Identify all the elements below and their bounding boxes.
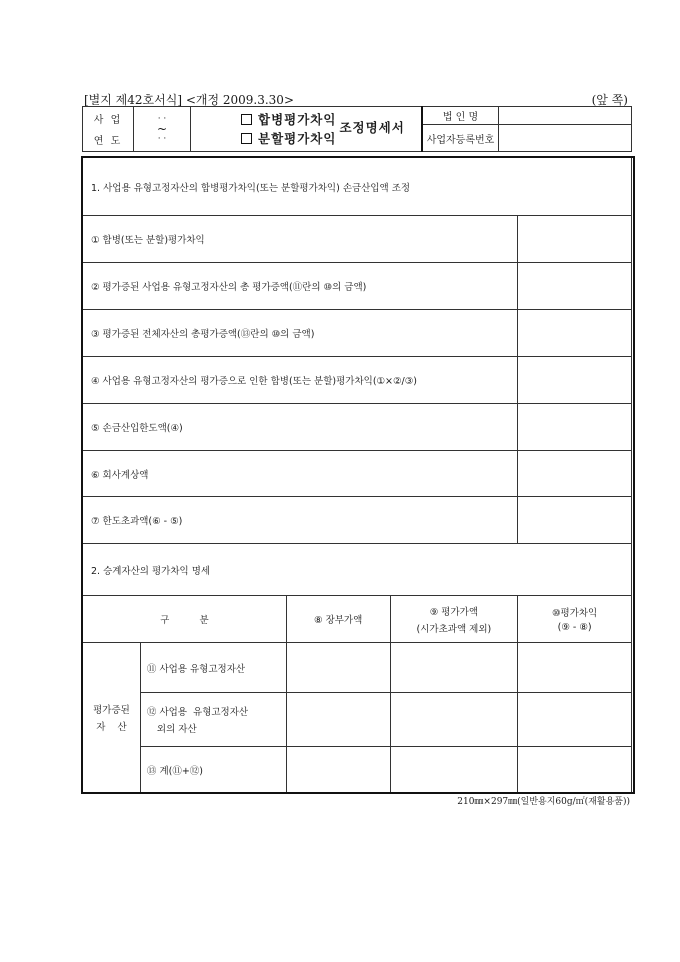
corp-name-value[interactable] [499,107,632,125]
row6-value[interactable] [518,451,632,497]
asset-row1-eval[interactable] [390,643,518,693]
row2-value[interactable] [518,263,632,310]
split-option[interactable] [241,129,336,148]
eval-value-header-1: ⑨ 평가가액 [429,606,479,618]
paper-spec: 210㎜×297㎜(일반용지60g/㎡(재활용품)) [457,797,630,807]
row3-value[interactable] [518,310,632,357]
appreciated-assets-label-2: 자 산 [96,722,127,733]
adjustment-table [82,157,632,793]
form-number-label: [별지 제42호서식] <개정 2009.3.30> [84,93,294,107]
book-value-header: ⑧ 장부가액 [286,596,390,643]
period-end-dots: · · [157,134,167,144]
row5-value[interactable] [518,404,632,451]
asset-row3-label: ⑬ 계(⑪+⑫) [140,747,286,793]
row4-value[interactable] [518,357,632,404]
asset-row2-eval[interactable] [390,693,518,747]
business-year-label-1: 사 업 [93,115,123,126]
eval-gain-header-1: ⑩평가차익 [552,608,598,619]
asset-row1-gain[interactable] [518,643,632,693]
title-cell [191,107,423,152]
category-header: 구 분 [83,596,287,643]
asset-row3-eval[interactable] [390,747,518,793]
asset-row1-label: ⑪ 사업용 유형고정자산 [140,643,286,693]
split-option-label: 분할평가차익 [258,131,337,146]
eval-gain-header [518,596,632,643]
form-title: 조정명세서 [339,120,405,135]
asset-row2-book[interactable] [286,693,390,747]
appreciated-assets-label [83,643,141,793]
row3-label: ③ 평가증된 전체자산의 총평가증액(⑬란의 ⑩의 금액) [83,310,518,357]
row1-label: ① 합병(또는 분할)평가차익 [83,216,518,263]
row4-label: ④ 사업용 유형고정자산의 평가증으로 인한 합병(또는 분할)평가차익(①×②/③) [83,357,518,404]
merger-option-label: 합병평가차익 [258,112,337,127]
row5-label: ⑤ 손금산입한도액(④) [83,404,518,451]
eval-value-header [390,596,518,643]
identification-table [82,106,632,152]
business-year-label-2: 연 도 [93,136,123,147]
row7-label: ⑦ 한도초과액(⑥ - ⑤) [83,497,518,544]
merger-checkbox[interactable] [241,114,252,125]
row1-value[interactable] [518,216,632,263]
period-tilde: ~ [156,122,168,136]
corp-name-label: 법 인 명 [422,107,499,125]
appreciated-assets-label-1: 평가증된 [93,705,130,716]
asset-row2-label-1: ⑫ 사업용 유형고정자산 [146,707,249,718]
split-checkbox[interactable] [241,133,252,144]
reg-number-label: 사업자등록번호 [422,125,499,152]
asset-row2-label-2: 외의 자산 [156,724,197,735]
business-year-label-cell [83,107,134,152]
asset-row2-label [140,693,286,747]
reg-number-value[interactable] [499,125,632,152]
section1-heading: 1. 사업용 유형고정자산의 합병평가차익(또는 분할평가차익) 손금산입액 조정 [83,158,632,216]
merger-option[interactable] [241,110,336,129]
asset-row2-gain[interactable] [518,693,632,747]
section2-heading: 2. 승계자산의 평가차익 명세 [83,544,632,596]
page-side-label: (앞 쪽) [591,93,628,107]
eval-value-header-2: (시가초과액 제외) [416,623,492,635]
row6-label: ⑥ 회사계상액 [83,451,518,497]
period-start-dots: · · [157,114,167,124]
asset-row3-gain[interactable] [518,747,632,793]
asset-row3-book[interactable] [286,747,390,793]
business-year-period-cell[interactable] [134,107,191,152]
row7-value[interactable] [518,497,632,544]
asset-row1-book[interactable] [286,643,390,693]
eval-gain-header-2: (⑨ - ⑧) [557,622,592,633]
row2-label: ② 평가증된 사업용 유형고정자산의 총 평가증액(⑪란의 ⑩의 금액) [83,263,518,310]
